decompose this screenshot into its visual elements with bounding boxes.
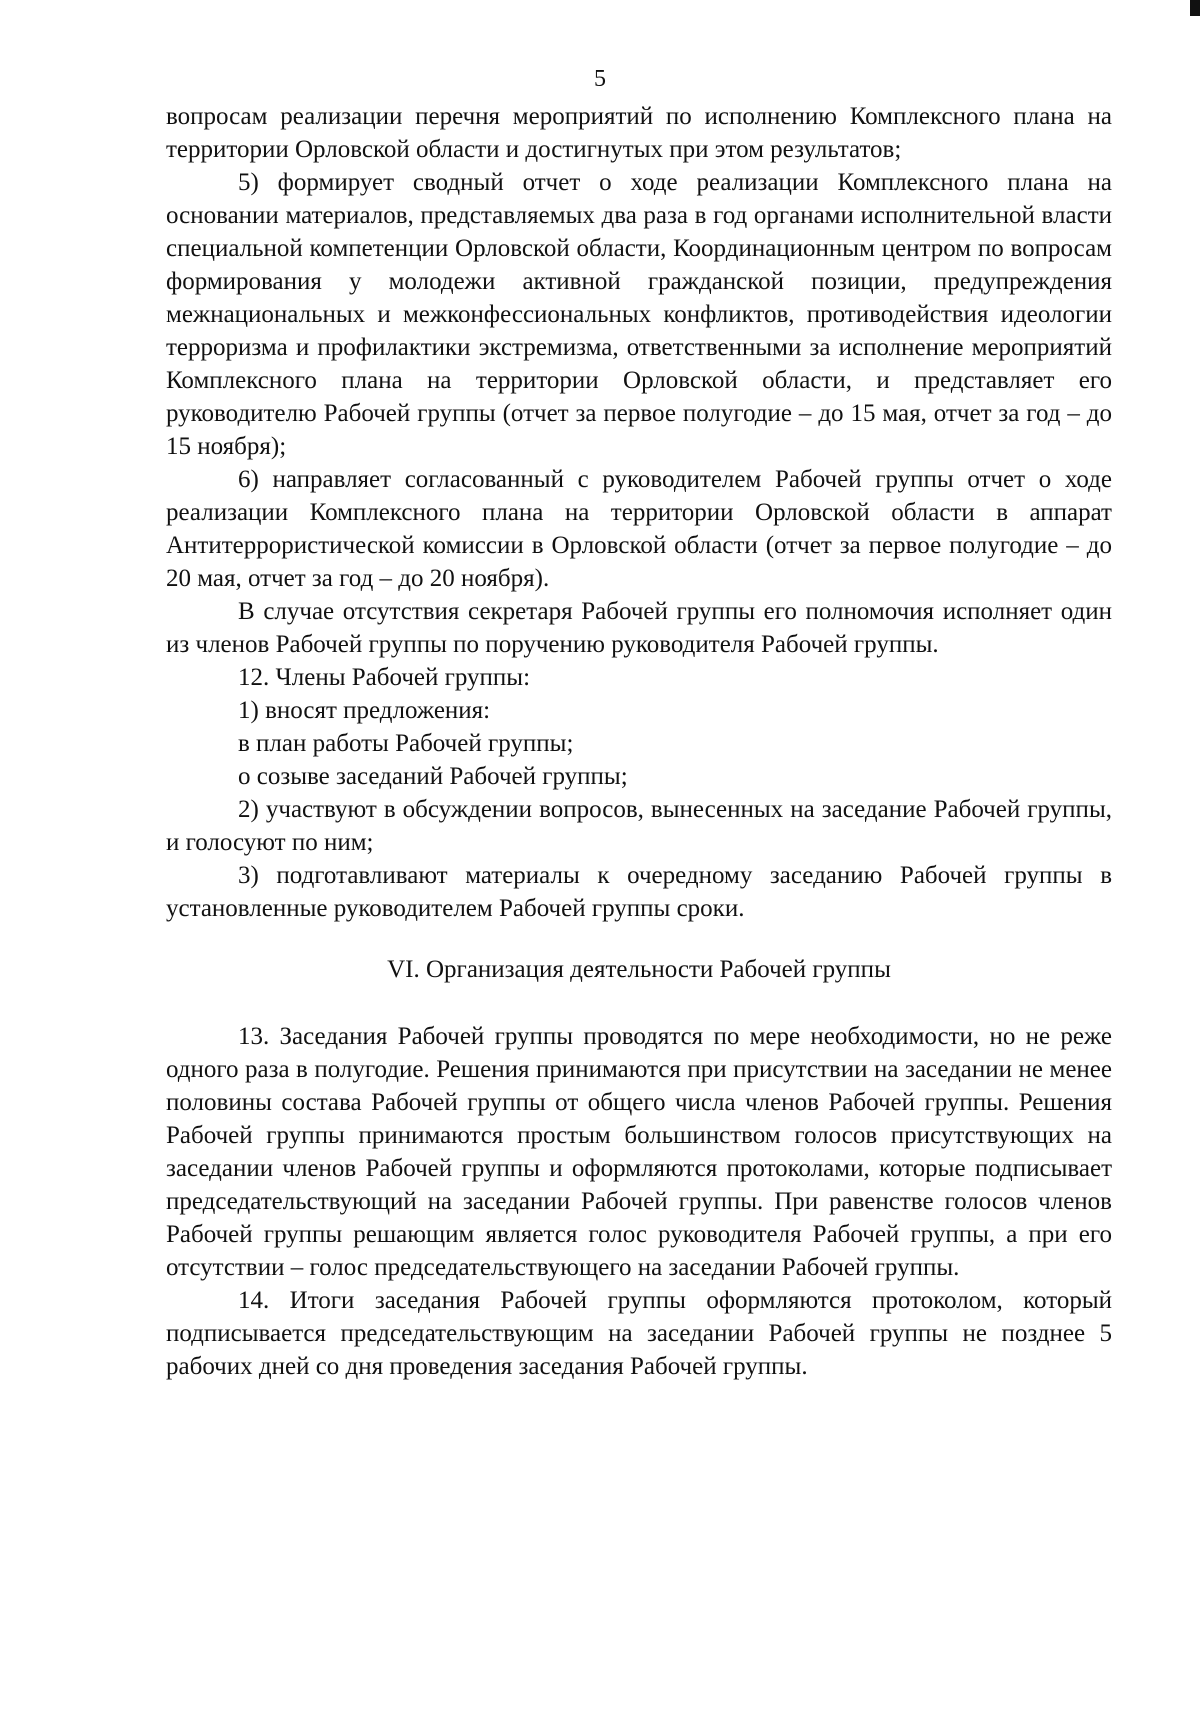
page-number: 5 [594,66,606,92]
paragraph-section-12: 12. Члены Рабочей группы: [238,664,531,691]
paragraph-item-2: 2) участвуют в обсуждении вопросов, вынесенных на заседание Рабочей группы, и голосуют по ним; [166,796,1112,856]
document-body [166,100,1112,1383]
paragraph-work-plan: в план работы Рабочей группы; [238,730,574,757]
paragraph-item-5: 5) формирует сводный отчет о ходе реализации Комплексного плана на основании материалов, представляемых два раза в год органами исполнительной власти специальной компетенции Орловской области, Координационным центром по вопросам формирования у молодежи активной гражданской позиции, предупреждения межнациональных и межконфессиональных конфликтов, противодействия идеологии терроризма и профилактики экстремизма, ответственными за исполнение мероприятий Комплексного плана на территории Орловской области, и представляет его руководителю Рабочей группы (отчет за первое полугодие – до 15 мая, отчет за год – до 15 ноября); [166,169,1112,460]
paragraph-section-13: 13. Заседания Рабочей группы проводятся по мере необходимости, но не реже одного раза в полугодие. Решения принимаются при присутствии на заседании не менее половины состава Рабочей группы от общего числа членов Рабочей группы. Решения Рабочей группы принимаются простым большинством голосов присутствующих на заседании членов Рабочей группы и оформляются протоколами, которые подписывает председательствующий на заседании Рабочей группы. При равенстве голосов членов Рабочей группы решающим является голос руководителя Рабочей группы, а при его отсутствии – голос председательствующего на заседании Рабочей группы. [166,1023,1112,1281]
paragraph-item-3: 3) подготавливают материалы к очередному заседанию Рабочей группы в установленные руководителем Рабочей группы сроки. [166,862,1112,922]
section-heading: VI. Организация деятельности Рабочей группы [387,956,891,983]
paragraph-secretary-absence: В случае отсутствия секретаря Рабочей группы его полномочия исполняет один из членов Рабочей группы по поручению руководителя Рабочей группы. [166,598,1112,658]
paragraph-section-14: 14. Итоги заседания Рабочей группы оформляются протоколом, который подписывается председательствующим на заседании Рабочей группы не позднее 5 рабочих дней со дня проведения заседания Рабочей группы. [166,1287,1112,1380]
paragraph-item-1: 1) вносят предложения: [238,697,491,724]
paragraph-item-6: 6) направляет согласованный с руководителем Рабочей группы отчет о ходе реализации Комплексного плана на территории Орловской области в аппарат Антитеррористической комиссии в Орловской области (отчет за первое полугодие – до 20 мая, отчет за год – до 20 ноября). [166,466,1112,592]
paragraph-continuation: вопросам реализации перечня мероприятий по исполнению Комплексного плана на территории Орловской области и достигнутых при этом результатов; [166,103,1112,163]
paragraph-convening: о созыве заседаний Рабочей группы; [238,763,628,790]
scan-edge-mark [1190,0,1200,16]
